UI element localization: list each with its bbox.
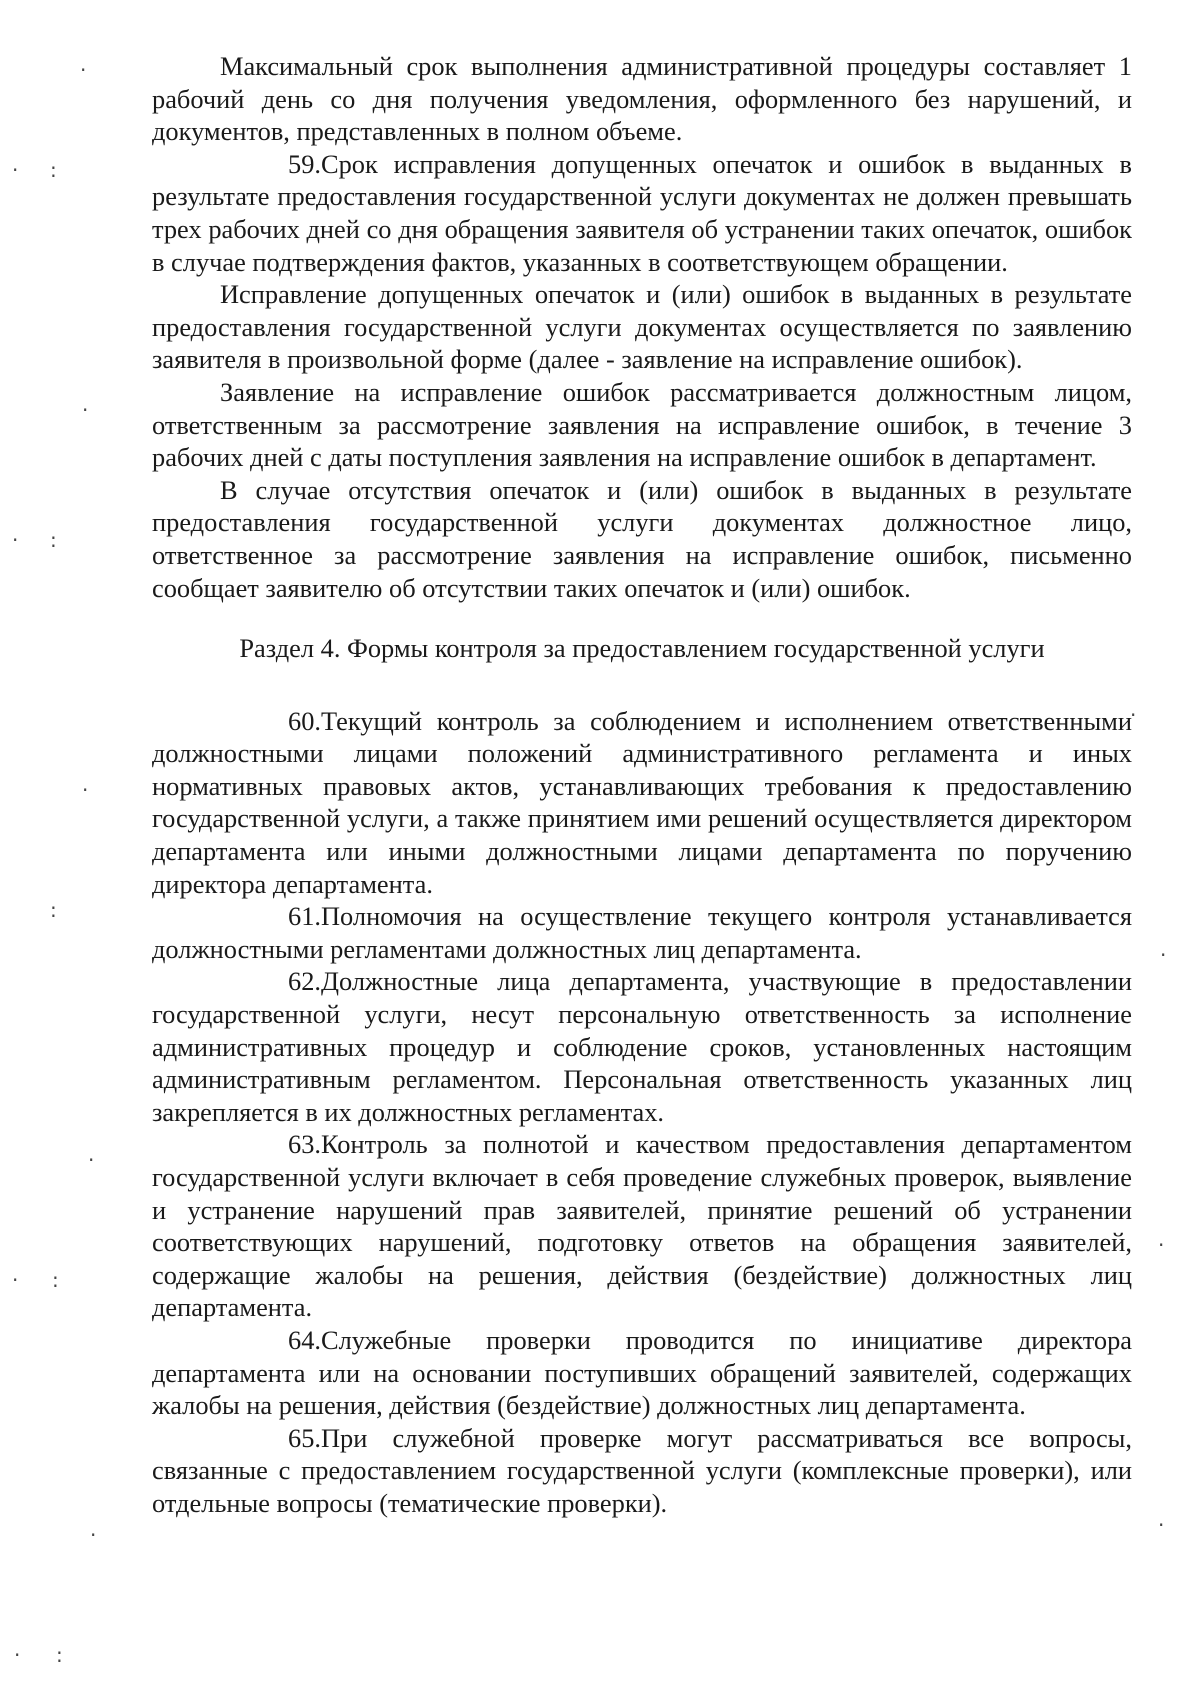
scan-dot: ·: [1158, 1233, 1165, 1257]
scan-dot: :: [56, 1643, 63, 1667]
scan-dot: ·: [14, 1643, 21, 1667]
scan-dot: ·: [1130, 703, 1137, 727]
paragraph-number: 64.: [288, 1324, 321, 1355]
scan-dot: ·: [88, 1148, 95, 1172]
scan-dot: :: [50, 898, 57, 922]
paragraph: [152, 1324, 1132, 1422]
scan-dot: ·: [80, 58, 87, 82]
paragraph-number: 63.: [288, 1129, 321, 1160]
paragraph-text: Служебные проверки проводится по инициативе директора департамента или на основании поступивших обращений заявителей, содержащих жалобы на решения, действия (бездействие) должностных лиц департамента.: [152, 1324, 1132, 1421]
paragraph-text: Полномочия на осуществление текущего контроля устанавливается должностными регламентами должностных лиц департамента.: [152, 901, 1132, 964]
paragraph-text: При служебной проверке могут рассматриваться все вопросы, связанные с предоставлением государственной услуги (комплексные проверки), или отдельные вопросы (тематические проверки).: [152, 1422, 1132, 1518]
paragraph-text: Максимальный срок выполнения административной процедуры составляет 1 рабочий день со дня получения уведомления, оформленного без нарушений, и документов, представленных в полном объеме.: [152, 51, 1132, 147]
scan-dot: :: [50, 158, 57, 182]
scan-dot: :: [50, 528, 57, 552]
paragraph-text: В случае отсутствия опечаток и (или) ошибок в выданных в результате предоставления государственной услуги документах должностное лицо, ответственное за рассмотрение заявления на исправление ошибок, письменно сообщает заявителю об отсутствии таких опечаток и (или) ошибок.: [152, 474, 1132, 603]
paragraph: [152, 278, 1132, 376]
scan-dot: ·: [12, 1268, 19, 1292]
scan-dot: :: [52, 1268, 59, 1292]
paragraph-number: 65.: [288, 1422, 321, 1453]
paragraph: [152, 148, 1132, 278]
paragraph-text: Контроль за полнотой и качеством предоставления департаментом государственной услуги включает в себя проведение служебных проверок, выявление и устранение нарушений прав заявителей, принятие решений об устранении соответствующих нарушений, подготовку ответов на обращения заявителей, содержащие жалобы на решения, действия (бездействие) должностных лиц департамента.: [152, 1129, 1132, 1323]
paragraphs-bottom: [152, 705, 1132, 1520]
paragraph: [152, 1128, 1132, 1324]
paragraph-text: Должностные лица департамента, участвующие в предоставлении государственной услуги, несут персональную ответственность за исполнение административных процедур и соблюдение сроков, установленных настоящим административным регламентом. Персональная ответственность указанных лиц закрепляется в их должностных регламентах.: [152, 966, 1132, 1127]
paragraph: [152, 376, 1132, 474]
scan-dot: ·: [82, 398, 89, 422]
paragraph: [152, 474, 1132, 604]
paragraph: [152, 965, 1132, 1128]
section-heading: Раздел 4. Формы контроля за предоставлением государственной услуги: [239, 633, 1045, 664]
document-body: [152, 50, 1132, 1520]
scan-dot: ·: [12, 158, 19, 182]
scan-dot: ·: [82, 778, 89, 802]
paragraph-text: Текущий контроль за соблюдением и исполнением ответственными должностными лицами положений административного регламента и иных нормативных правовых актов, устанавливающих требования к предоставлению государственной услуги, а также принятием ими решений осуществляется директором департамента или иными должностными лицами департамента по поручению директора департамента.: [152, 705, 1132, 899]
scan-dot: ·: [90, 1523, 97, 1547]
paragraphs-top: [152, 50, 1132, 604]
paragraph-number: 61.: [288, 901, 321, 932]
paragraph-number: 62.: [288, 966, 321, 997]
scan-dot: ·: [1158, 1513, 1165, 1537]
paragraph: [152, 1422, 1132, 1520]
paragraph-text: Исправление допущенных опечаток и (или) ошибок в выданных в результате предоставления государственной услуги документах осуществляется по заявлению заявителя в произвольной форме (далее - заявление на исправление ошибок).: [152, 279, 1132, 375]
scan-dot: ·: [1160, 943, 1167, 967]
paragraph: [152, 900, 1132, 965]
paragraph-number: 59.: [288, 148, 321, 179]
paragraph-text: Срок исправления допущенных опечаток и ошибок в выданных в результате предоставления государственной услуги документах не должен превышать трех рабочих дней со дня обращения заявителя об устранении таких опечаток, ошибок в случае подтверждения фактов, указанных в соответствующем обращении.: [152, 148, 1132, 277]
paragraph-text: Заявление на исправление ошибок рассматривается должностным лицом, ответственным за рассмотрение заявления на исправление ошибок, в течение 3 рабочих дней с даты поступления заявления на исправление ошибок в департамент.: [152, 376, 1132, 473]
scan-dot: ·: [12, 528, 19, 552]
paragraph: [152, 50, 1132, 148]
paragraph-number: 60.: [288, 705, 321, 736]
paragraph: [152, 705, 1132, 901]
